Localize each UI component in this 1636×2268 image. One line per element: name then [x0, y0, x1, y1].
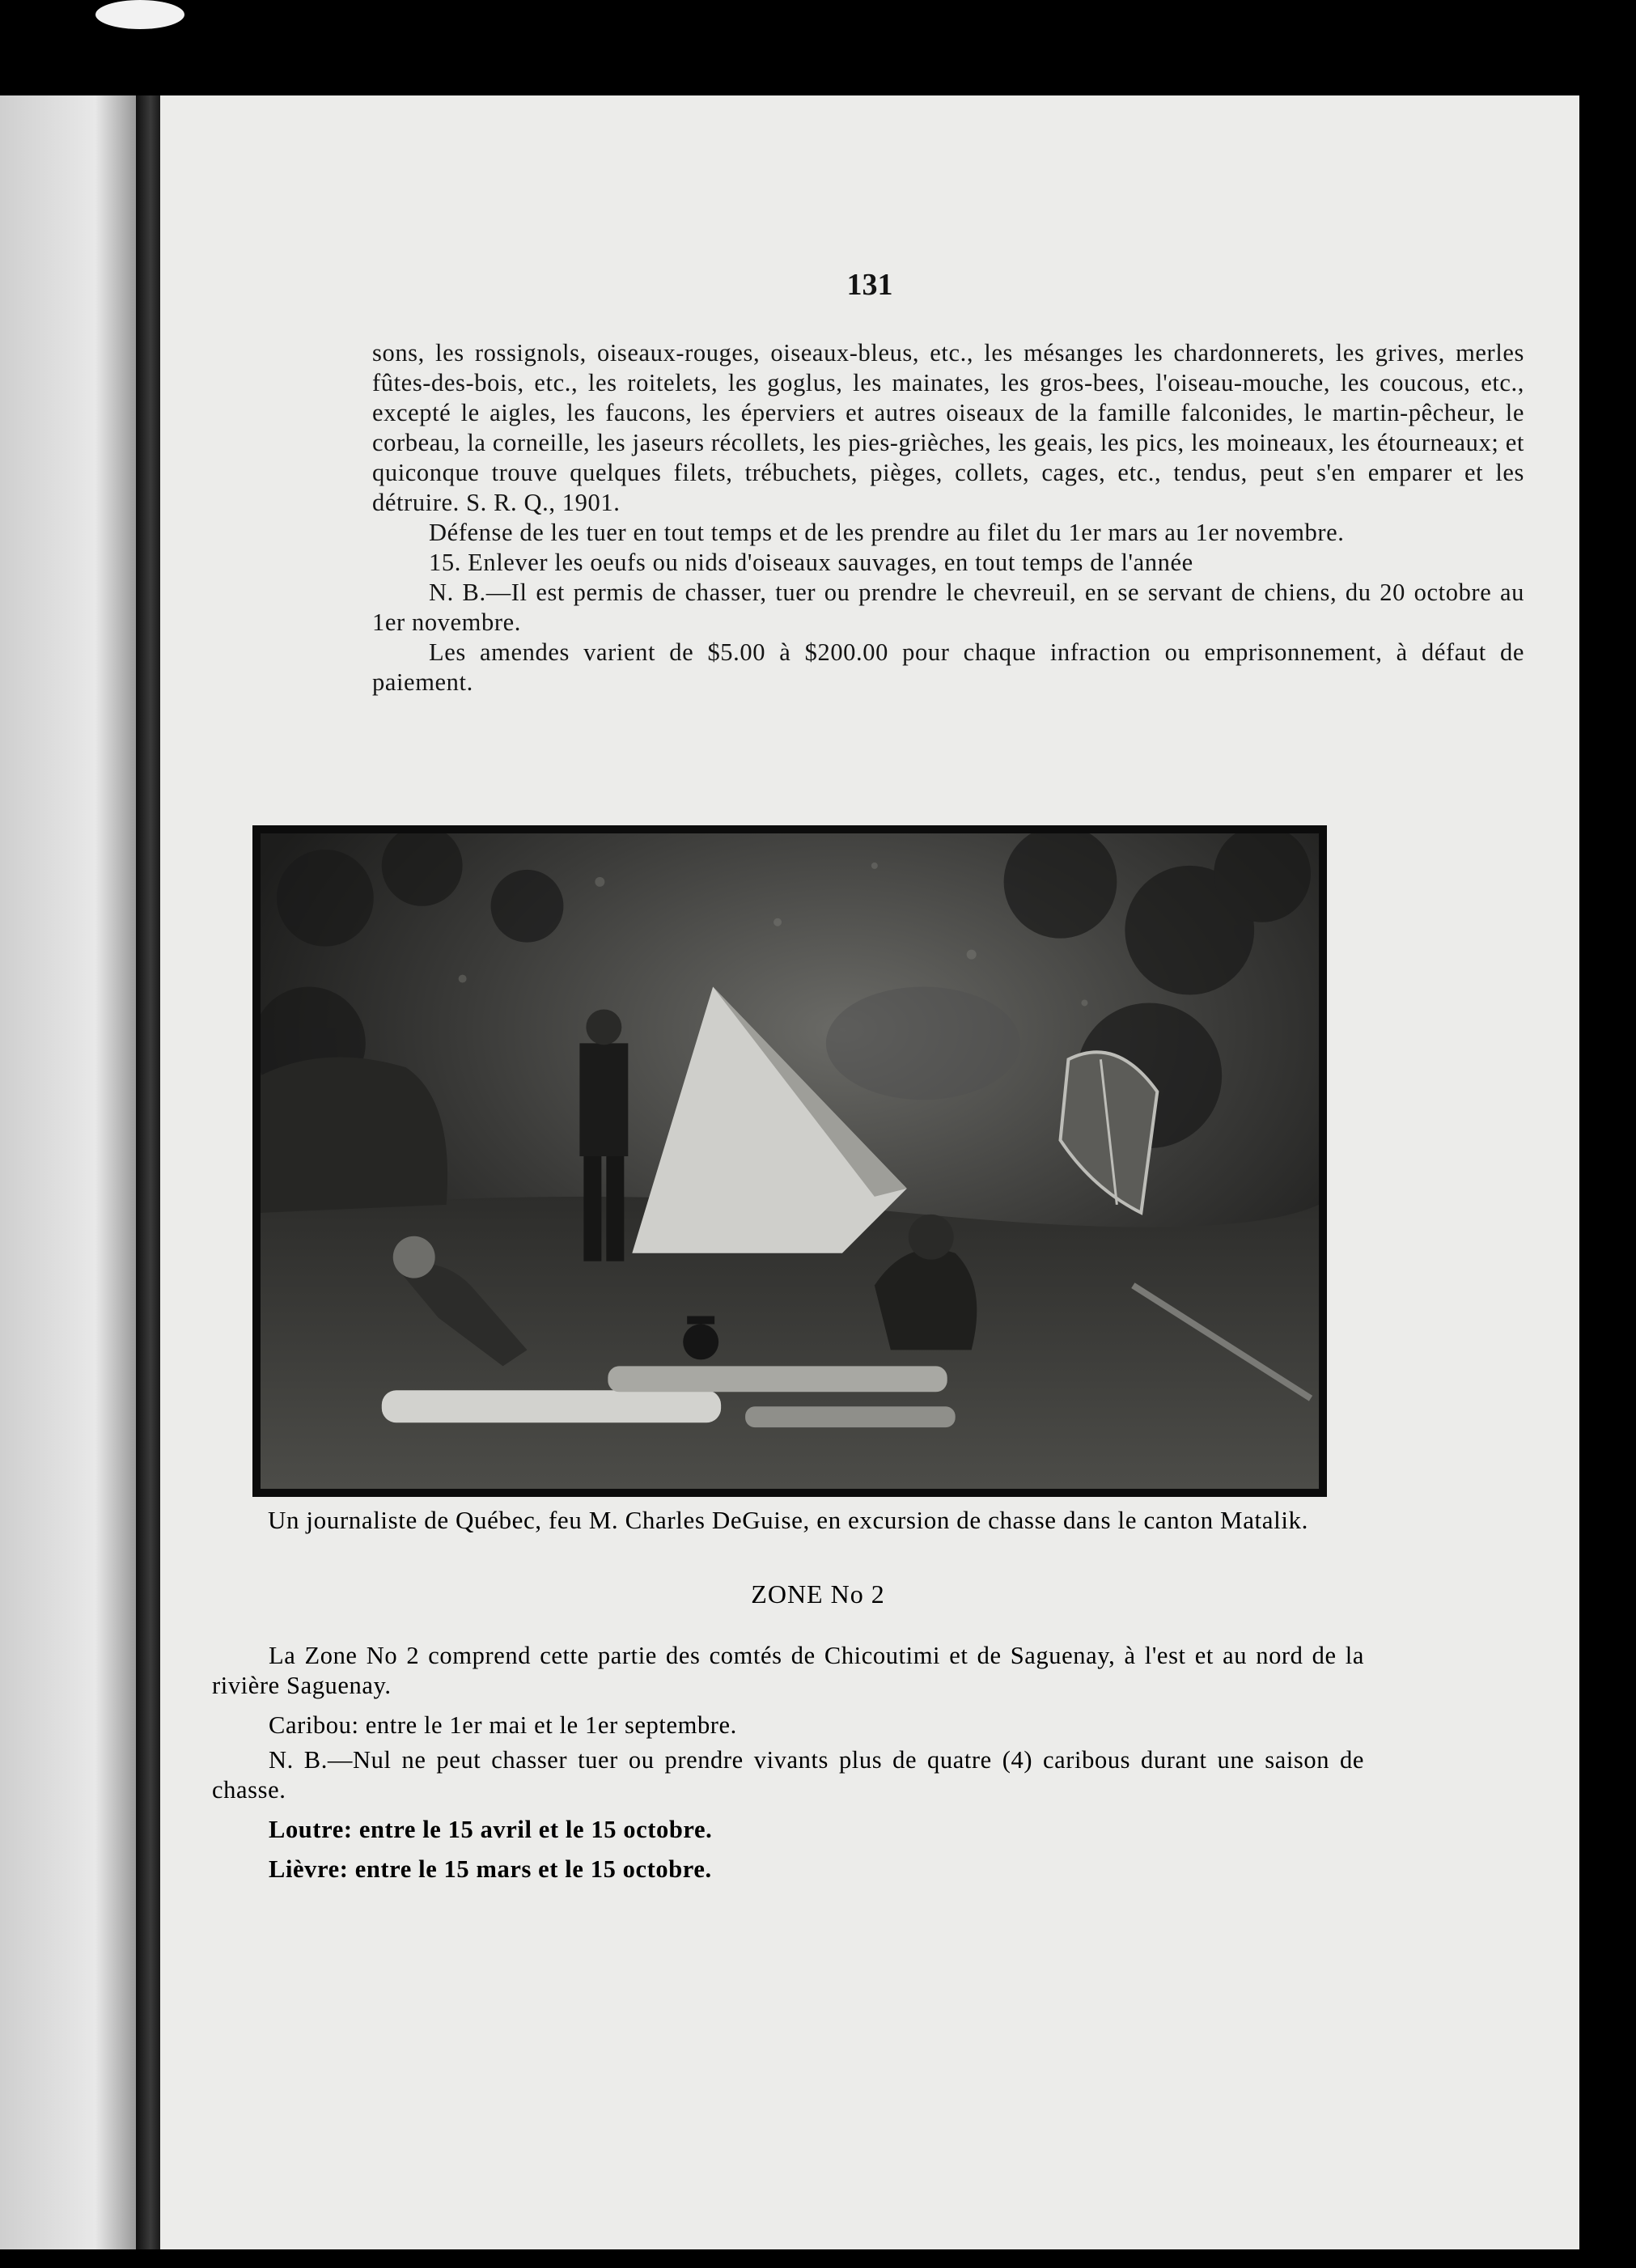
hare-season: Lièvre: entre le 15 mars et le 15 octobre.: [269, 1855, 712, 1883]
zone-description: La Zone No 2 comprend cette partie des comtés de Chicoutimi et de Saguenay, à l'est et au nord de la rivière Saguenay.: [212, 1642, 1364, 1699]
camp-scene-image: [261, 833, 1319, 1489]
zone-title: ZONE No 2: [751, 1579, 885, 1609]
photo-caption: Un journaliste de Québec, feu M. Charles DeGuise, en excursion de chasse dans le canton Matalik.: [267, 1506, 1309, 1534]
fines-paragraph: Les amendes varient de $5.00 à $200.00 pour chaque infraction ou emprisonnement, à défaut de paiement.: [372, 638, 1524, 696]
book-gutter: [136, 95, 160, 2249]
caribou-season: Caribou: entre le 1er mai et le 1er septembre.: [269, 1711, 737, 1739]
birds-paragraph: sons, les rossignols, oiseaux-rouges, oiseaux-bleus, etc., les mésanges les chardonnerets, les grives, merles fûtes-des-bois, etc., les roitelets, les goglus, les mainates, les gros-bees, l'oiseau-mouche, les coucous, etc., excepté le aigles, les faucons, les éperviers et autres oiseaux de la famille falconides, le martin-pêcheur, le corbeau, la corneille, les jaseurs récollets, les pies-grièches, les geais, les pics, les moineaux, les étourneaux; et quiconque trouve quelques filets, trébuchets, pièges, collets, cages, etc., tendus, peut s'en emparer et les détruire. S. R. Q., 1901.: [372, 339, 1524, 516]
eggs-paragraph: 15. Enlever les oeufs ou nids d'oiseaux sauvages, en tout temps de l'année: [429, 549, 1193, 576]
nb-caribou-paragraph: N. B.—Nul ne peut chasser tuer ou prendre vivants plus de quatre (4) caribous durant une saison de chasse.: [212, 1746, 1364, 1804]
camp-photograph: [252, 825, 1327, 1497]
zone-text-block: [212, 1641, 1364, 1889]
top-text-block: [372, 338, 1524, 697]
paper-blot: [95, 0, 184, 29]
otter-season: Loutre: entre le 15 avril et le 15 octobre.: [269, 1816, 713, 1843]
nb-deer-paragraph: N. B.—Il est permis de chasser, tuer ou prendre le chevreuil, en se servant de chiens, du 20 octobre au 1er novembre.: [372, 579, 1524, 636]
page-number: 131: [846, 268, 893, 302]
defense-paragraph: Défense de les tuer en tout temps et de les prendre au filet du 1er mars au 1er novembre.: [429, 519, 1345, 546]
facing-page-edge: [0, 95, 136, 2249]
